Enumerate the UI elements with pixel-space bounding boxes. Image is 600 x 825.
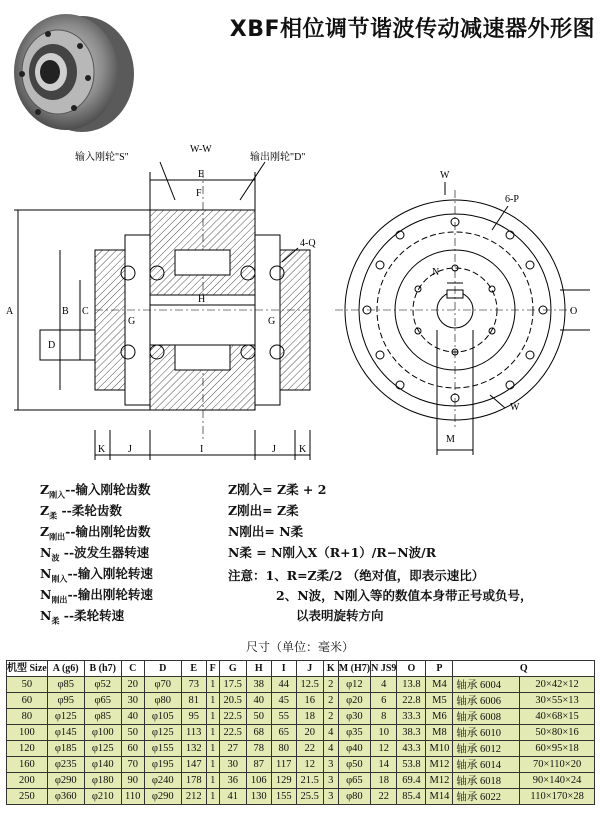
table-cell: φ65 [338, 773, 370, 789]
table-row [7, 773, 595, 789]
table-cell: M8 [426, 725, 453, 741]
table-cell: 1 [206, 741, 219, 757]
table-cell: φ125 [144, 725, 181, 741]
table-cell: 120 [7, 741, 48, 757]
table-cell: 113 [181, 725, 206, 741]
table-cell: 1 [206, 725, 219, 741]
table-cell: φ125 [47, 709, 84, 725]
table-cell: 22.5 [219, 725, 246, 741]
table-cell: 50 [121, 725, 144, 741]
legend-item: $N_{刚出}--$输出刚轮转速 [40, 587, 153, 605]
table-cell: 22.8 [397, 693, 426, 709]
table-cell: 70 [121, 757, 144, 773]
table-cell: 10 [371, 725, 397, 741]
col-header: C [121, 661, 144, 677]
table-cell: 1 [206, 693, 219, 709]
table-cell: 4 [323, 741, 338, 757]
table-cell: φ30 [338, 709, 370, 725]
table-cell: φ65 [84, 693, 121, 709]
legend-item: $Z_{刚出}--$输出刚轮齿数 [40, 524, 151, 542]
table-cell: φ85 [84, 709, 121, 725]
formula: Z刚入= Z柔 + 2 [228, 482, 327, 497]
table-cell: 2 [323, 677, 338, 693]
label-E: E [198, 169, 205, 180]
label-6P: 6-P [505, 194, 519, 205]
table-cell: 1 [206, 773, 219, 789]
table-cell: 轴承 6006 [453, 693, 520, 709]
col-header: E [181, 661, 206, 677]
label-output-wheel: 输出刚轮"D" [250, 152, 306, 163]
table-cell: 1 [206, 789, 219, 805]
table-cell: 轴承 6010 [453, 725, 520, 741]
table-cell: φ70 [144, 677, 181, 693]
table-cell: 130 [246, 789, 271, 805]
table-cell: 36 [219, 773, 246, 789]
table-cell: φ145 [47, 725, 84, 741]
table-cell: 44 [271, 677, 296, 693]
table-cell: 4 [323, 725, 338, 741]
table-cell: 1 [206, 677, 219, 693]
table-cell: 20 [121, 677, 144, 693]
table-cell: 4 [371, 677, 397, 693]
table-cell: 6 [371, 693, 397, 709]
table-cell: 40 [246, 693, 271, 709]
table-cell: φ35 [338, 725, 370, 741]
label-W-top: W [440, 170, 450, 181]
table-cell: 90×140×24 [520, 773, 595, 789]
table-cell: φ210 [84, 789, 121, 805]
table-row [7, 693, 595, 709]
table-cell: φ85 [47, 677, 84, 693]
table-cell: 40 [121, 709, 144, 725]
table-cell: φ290 [47, 773, 84, 789]
table-cell: 155 [271, 789, 296, 805]
table-cell: 2 [323, 709, 338, 725]
label-G-left: G [128, 316, 136, 327]
table-cell: 100 [7, 725, 48, 741]
table-cell: 117 [271, 757, 296, 773]
table-cell: 18 [371, 773, 397, 789]
table-cell: φ290 [144, 789, 181, 805]
legend-item: $Z_{刚入}--$输入刚轮齿数 [40, 482, 151, 500]
label-input-wheel: 输入刚轮"S" [75, 152, 129, 163]
table-cell: 95 [181, 709, 206, 725]
table-cell: 30 [219, 757, 246, 773]
col-header: 机型 Size [7, 661, 48, 677]
table-cell: 3 [323, 789, 338, 805]
table-cell: M12 [426, 757, 453, 773]
table-cell: 70×110×20 [520, 757, 595, 773]
table-cell: 18 [296, 709, 323, 725]
table-cell: 41 [219, 789, 246, 805]
table-cell: 3 [323, 773, 338, 789]
table-cell: M14 [426, 789, 453, 805]
table-cell: φ125 [84, 741, 121, 757]
table-cell: 12 [296, 757, 323, 773]
formula: N刚出= N柔 [228, 524, 304, 539]
table-cell: 1 [206, 709, 219, 725]
table-cell: 43.3 [397, 741, 426, 757]
label-4Q: 4-Q [300, 238, 316, 249]
table-cell: 40×68×15 [520, 709, 595, 725]
formulas [228, 480, 598, 564]
table-cell: 38.3 [397, 725, 426, 741]
table-cell: M12 [426, 773, 453, 789]
table-cell: 50 [7, 677, 48, 693]
label-G-right: G [268, 316, 276, 327]
table-cell: 13.8 [397, 677, 426, 693]
label-F: F [196, 188, 202, 199]
note-line: 注意：1、R=Z柔/2 （绝对值，即表示速比） [228, 568, 485, 583]
label-ww: W-W [190, 144, 212, 155]
table-cell: 147 [181, 757, 206, 773]
table-cell: φ105 [144, 709, 181, 725]
table-cell: 110×170×28 [520, 789, 595, 805]
table-cell: φ235 [47, 757, 84, 773]
table-cell: 129 [271, 773, 296, 789]
table-cell: 90 [121, 773, 144, 789]
table-row [7, 757, 595, 773]
label-B: B [62, 306, 69, 317]
table-row [7, 741, 595, 757]
col-header: O [397, 661, 426, 677]
table-cell: M10 [426, 741, 453, 757]
label-M: M [446, 434, 455, 445]
table-cell: φ95 [47, 693, 84, 709]
table-cell: 14 [371, 757, 397, 773]
col-header: K [323, 661, 338, 677]
label-W-bottom: W [510, 402, 520, 413]
table-cell: M5 [426, 693, 453, 709]
table-cell: 81 [181, 693, 206, 709]
table-cell: 80 [271, 741, 296, 757]
col-header: N JS9 [371, 661, 397, 677]
table-caption: 尺寸（单位：毫米） [245, 640, 354, 654]
table-cell: 轴承 6004 [453, 677, 520, 693]
legend-item: $N_波$ --波发生器转速 [40, 545, 150, 563]
table-cell: 80 [7, 709, 48, 725]
table-cell: 45 [271, 693, 296, 709]
table-cell: 53.8 [397, 757, 426, 773]
col-header: F [206, 661, 219, 677]
col-header: Q [453, 661, 595, 677]
label-K-left: K [98, 444, 106, 455]
col-header: A (g6) [47, 661, 84, 677]
table-cell: φ155 [144, 741, 181, 757]
table-cell: 12.5 [296, 677, 323, 693]
table-cell: 22.5 [219, 709, 246, 725]
formula: N柔 = N刚入X（R+1）/R−N波/R [228, 545, 437, 560]
dimension-table [6, 660, 595, 805]
table-cell: 轴承 6018 [453, 773, 520, 789]
table-cell: 27 [219, 741, 246, 757]
table-row [7, 725, 595, 741]
table-row [7, 789, 595, 805]
col-header: I [271, 661, 296, 677]
table-cell: 20×42×12 [520, 677, 595, 693]
table-cell: M4 [426, 677, 453, 693]
table-cell: 12 [371, 741, 397, 757]
label-I: I [200, 444, 204, 455]
note-line: 以表明旋转方向 [296, 608, 384, 623]
table-cell: 17.5 [219, 677, 246, 693]
table-cell: 178 [181, 773, 206, 789]
table-cell: 65 [271, 725, 296, 741]
label-H: H [198, 294, 206, 305]
table-cell: M6 [426, 709, 453, 725]
technical-drawing [0, 140, 600, 480]
table-cell: φ40 [338, 741, 370, 757]
table-row [7, 677, 595, 693]
table-cell: 30×55×13 [520, 693, 595, 709]
table-cell: 68 [246, 725, 271, 741]
table-cell: φ12 [338, 677, 370, 693]
table-cell: 25.5 [296, 789, 323, 805]
table-cell: 60×95×18 [520, 741, 595, 757]
table-cell: 60 [7, 693, 48, 709]
col-header: P [426, 661, 453, 677]
product-photo [8, 8, 136, 136]
table-cell: 160 [7, 757, 48, 773]
table-cell: 20.5 [219, 693, 246, 709]
label-D: D [48, 340, 56, 351]
table-cell: φ52 [84, 677, 121, 693]
table-cell: 轴承 6012 [453, 741, 520, 757]
table-cell: φ50 [338, 757, 370, 773]
table-cell: 30 [121, 693, 144, 709]
table-cell: 22 [371, 789, 397, 805]
table-cell: 21.5 [296, 773, 323, 789]
table-cell: 55 [271, 709, 296, 725]
note-line: 2、N波，N刚入等的数值本身带正号或负号， [276, 588, 533, 603]
label-A: A [6, 306, 14, 317]
table-cell: φ100 [84, 725, 121, 741]
col-header: D [144, 661, 181, 677]
table-cell: φ240 [144, 773, 181, 789]
formula: Z刚出= Z柔 [228, 503, 299, 518]
table-cell: 3 [323, 757, 338, 773]
table-cell: 轴承 6022 [453, 789, 520, 805]
label-J-left: J [128, 444, 132, 455]
legend-item: $N_{刚入}--$输入刚轮转速 [40, 566, 153, 584]
front-view [335, 170, 590, 455]
table-cell: φ195 [144, 757, 181, 773]
table-cell: 73 [181, 677, 206, 693]
col-header: M (H7) [338, 661, 370, 677]
notes [228, 566, 598, 626]
label-J-right: J [272, 444, 276, 455]
table-cell: 78 [246, 741, 271, 757]
symbol-legend [40, 480, 250, 627]
page-title: XBF相位调节谐波传动减速器外形图 [229, 17, 595, 42]
col-header: J [296, 661, 323, 677]
table-cell: φ185 [47, 741, 84, 757]
table-cell: φ140 [84, 757, 121, 773]
table-cell: 212 [181, 789, 206, 805]
label-O: O [570, 306, 578, 317]
table-cell: 2 [323, 693, 338, 709]
col-header: H [246, 661, 271, 677]
label-C: C [82, 306, 89, 317]
table-cell: 16 [296, 693, 323, 709]
table-cell: 200 [7, 773, 48, 789]
table-cell: 33.3 [397, 709, 426, 725]
table-cell: 50×80×16 [520, 725, 595, 741]
table-cell: φ20 [338, 693, 370, 709]
table-cell: 50 [246, 709, 271, 725]
table-cell: 106 [246, 773, 271, 789]
table-cell: φ360 [47, 789, 84, 805]
table-cell: 轴承 6014 [453, 757, 520, 773]
label-N: N [432, 267, 440, 278]
col-header: B (h7) [84, 661, 121, 677]
table-cell: 250 [7, 789, 48, 805]
table-cell: 轴承 6008 [453, 709, 520, 725]
label-K-right: K [299, 444, 307, 455]
table-cell: 69.4 [397, 773, 426, 789]
table-cell: φ80 [144, 693, 181, 709]
table-cell: 132 [181, 741, 206, 757]
table-cell: 22 [296, 741, 323, 757]
table-cell: 110 [121, 789, 144, 805]
section-view [6, 144, 316, 460]
table-cell: 8 [371, 709, 397, 725]
table-row [7, 709, 595, 725]
table-cell: 85.4 [397, 789, 426, 805]
table-cell: 1 [206, 757, 219, 773]
table-cell: φ180 [84, 773, 121, 789]
legend-item: $Z_柔$ --柔轮齿数 [40, 503, 122, 521]
table-cell: 87 [246, 757, 271, 773]
legend-item: $N_柔$ --柔轮转速 [40, 608, 125, 626]
table-cell: 38 [246, 677, 271, 693]
table-header-row [7, 661, 595, 677]
table-cell: 60 [121, 741, 144, 757]
table-cell: 20 [296, 725, 323, 741]
table-cell: φ80 [338, 789, 370, 805]
col-header: G [219, 661, 246, 677]
